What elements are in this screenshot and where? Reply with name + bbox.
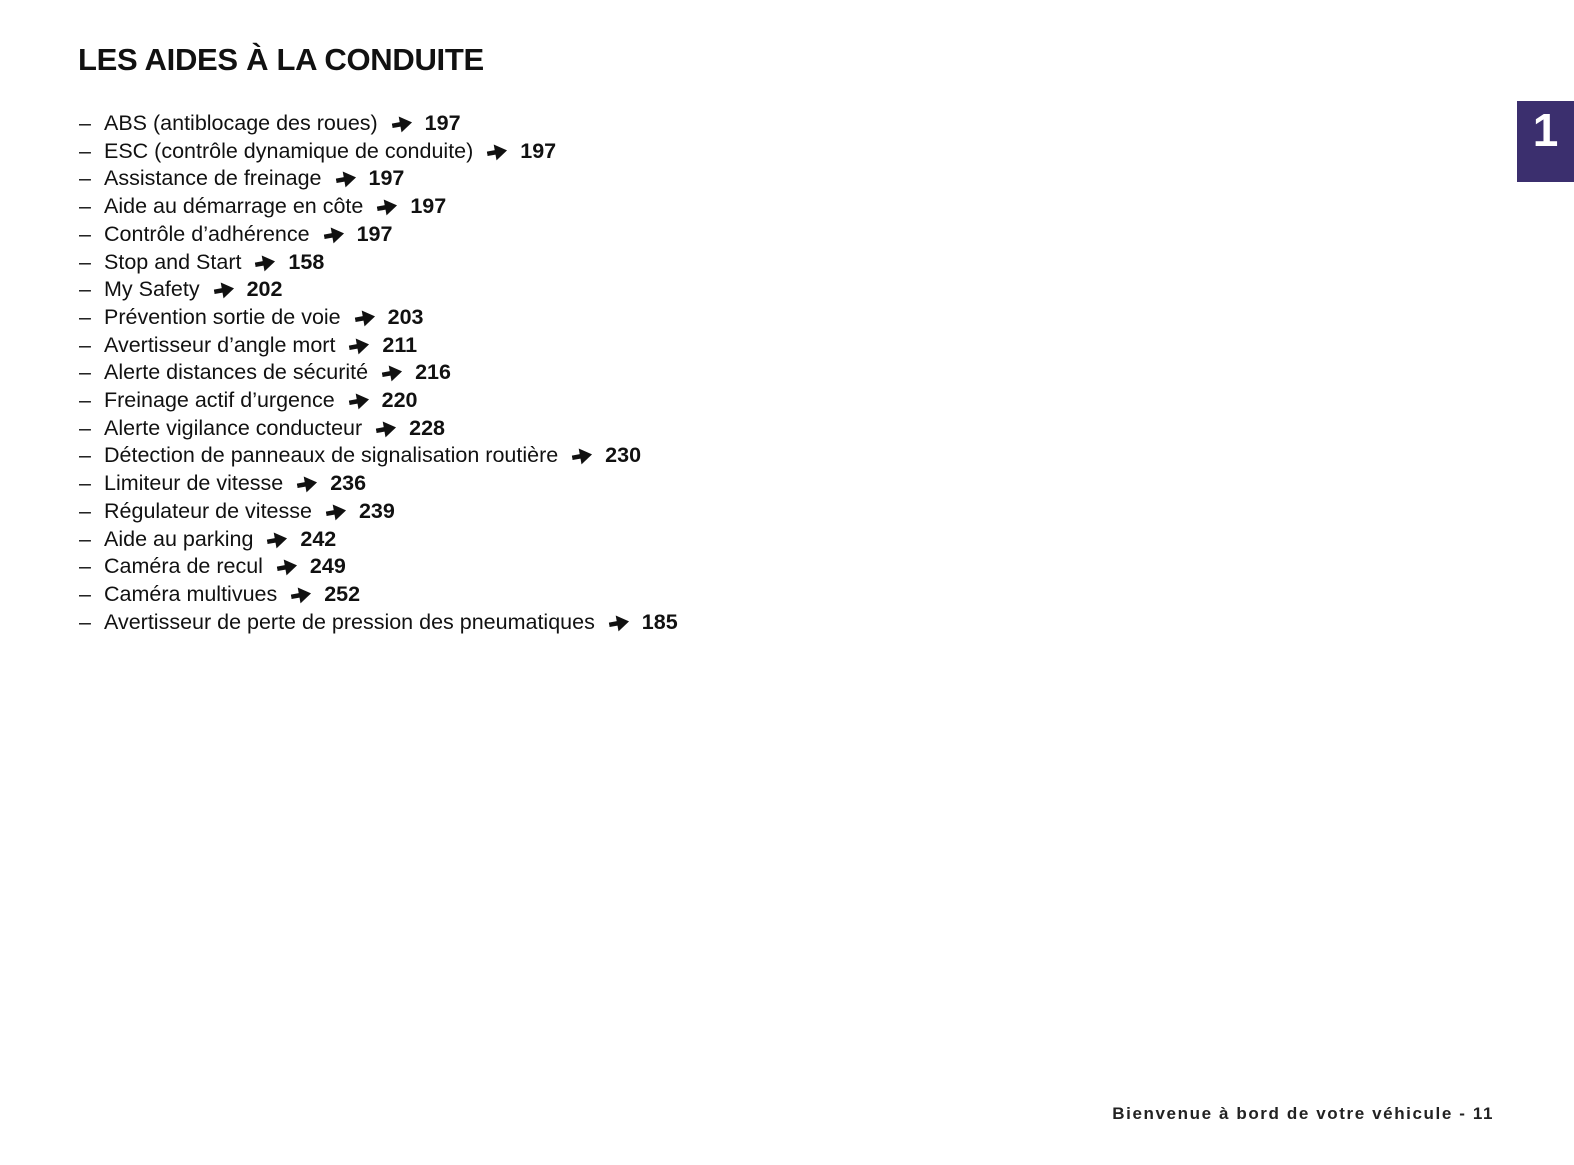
list-dash: – [79, 249, 91, 274]
list-item-label: Freinage actif d’urgence [104, 388, 335, 413]
list-item [79, 442, 678, 470]
list-dash: – [79, 554, 91, 579]
list-dash: – [79, 277, 91, 302]
list-item [79, 276, 678, 304]
list-item [79, 359, 678, 387]
list-item-page: 216 [415, 360, 451, 385]
list-item [79, 304, 678, 332]
arrow-right-icon [381, 363, 405, 384]
list-item [79, 609, 678, 637]
list-dash: – [79, 111, 91, 135]
list-dash: – [79, 471, 91, 496]
list-dash: – [79, 166, 91, 191]
list-dash: – [79, 443, 91, 468]
arrow-right-icon [390, 113, 414, 134]
list-item [79, 470, 678, 498]
list-item-page: 230 [605, 443, 642, 468]
list-item-page: 239 [358, 498, 395, 523]
arrow-right-icon [325, 501, 349, 522]
list-item-page: 197 [520, 138, 557, 163]
arrow-right-icon [334, 169, 358, 190]
list-item-page: 242 [300, 526, 337, 551]
arrow-right-icon [276, 557, 300, 578]
list-item-label: Avertisseur de perte de pression des pneumatiques [104, 609, 595, 634]
list-item-page: 185 [641, 609, 678, 634]
list-item [79, 553, 678, 581]
list-item-label: Détection de panneaux de signalisation routière [104, 443, 559, 468]
arrow-right-icon [296, 473, 320, 494]
list-item-page: 252 [324, 581, 361, 606]
list-item-label: Assistance de freinage [104, 166, 322, 191]
list-item-page: 197 [410, 194, 447, 219]
arrow-right-icon [347, 390, 371, 411]
list-item-label: ESC (contrôle dynamique de conduite) [104, 138, 474, 163]
arrow-right-icon [375, 418, 399, 439]
arrow-right-icon [571, 446, 595, 467]
list-item-page: 236 [330, 471, 367, 496]
page-title: LES AIDES À LA CONDUITE [78, 42, 484, 77]
arrow-right-icon [376, 196, 400, 217]
list-item-page: 158 [288, 249, 325, 274]
list-dash: – [79, 194, 91, 219]
list-dash: – [79, 221, 91, 246]
list-item-label: Prévention sortie de voie [104, 304, 341, 329]
list-dash: – [79, 304, 91, 329]
arrow-right-icon [212, 280, 236, 301]
list-item [79, 138, 678, 166]
list-item-page: 249 [309, 554, 346, 579]
list-item-label: Stop and Start [104, 249, 242, 274]
list-item-page: 197 [356, 221, 393, 246]
list-item-label: ABS (antiblocage des roues) [104, 111, 378, 135]
list-item-page: 228 [409, 415, 445, 440]
arrow-right-icon [486, 141, 510, 162]
list-item [79, 193, 678, 221]
list-item-label: Alerte vigilance conducteur [104, 415, 363, 440]
list-item [79, 415, 678, 443]
list-dash: – [79, 498, 91, 523]
list-dash: – [79, 332, 91, 357]
driving-aids-list [79, 110, 678, 636]
chapter-number: 1 [1532, 104, 1559, 156]
list-item-label: Limiteur de vitesse [104, 471, 284, 496]
list-item-label: Régulateur de vitesse [104, 498, 312, 523]
list-item-label: Caméra de recul [104, 554, 263, 579]
list-dash: – [79, 581, 91, 606]
list-item [79, 581, 678, 609]
arrow-right-icon [266, 529, 290, 550]
page-footer: Bienvenue à bord de votre véhicule - 11 [1112, 1104, 1494, 1123]
list-dash: – [79, 415, 91, 440]
list-item-page: 203 [387, 304, 424, 329]
arrow-right-icon [322, 224, 346, 245]
list-item [79, 387, 678, 415]
list-dash: – [79, 609, 91, 634]
list-item-page: 197 [424, 111, 461, 135]
list-dash: – [79, 360, 91, 385]
arrow-right-icon [254, 252, 278, 273]
list-dash: – [79, 388, 91, 413]
list-item-page: 197 [368, 166, 405, 191]
list-item [79, 526, 678, 554]
list-item-label: Avertisseur d’angle mort [104, 332, 336, 357]
list-dash: – [79, 526, 91, 551]
arrow-right-icon [607, 612, 631, 633]
chapter-tab [1517, 101, 1574, 182]
arrow-right-icon [290, 584, 314, 605]
list-item-label: My Safety [104, 277, 200, 302]
list-item-label: Caméra multivues [104, 581, 278, 606]
list-item-page: 220 [381, 388, 418, 413]
list-item-label: Contrôle d’adhérence [104, 221, 310, 246]
list-item [79, 165, 678, 193]
list-item-label: Aide au parking [104, 526, 254, 551]
arrow-right-icon [353, 307, 377, 328]
list-item-page: 202 [246, 277, 283, 302]
arrow-right-icon [348, 335, 372, 356]
list-item [79, 332, 678, 360]
list-item [79, 249, 678, 277]
list-item [79, 110, 678, 138]
list-item-page: 211 [382, 332, 418, 357]
list-item [79, 221, 678, 249]
list-item [79, 498, 678, 526]
list-dash: – [79, 138, 91, 163]
list-item-label: Aide au démarrage en côte [104, 194, 364, 219]
list-item-label: Alerte distances de sécurité [104, 360, 369, 385]
